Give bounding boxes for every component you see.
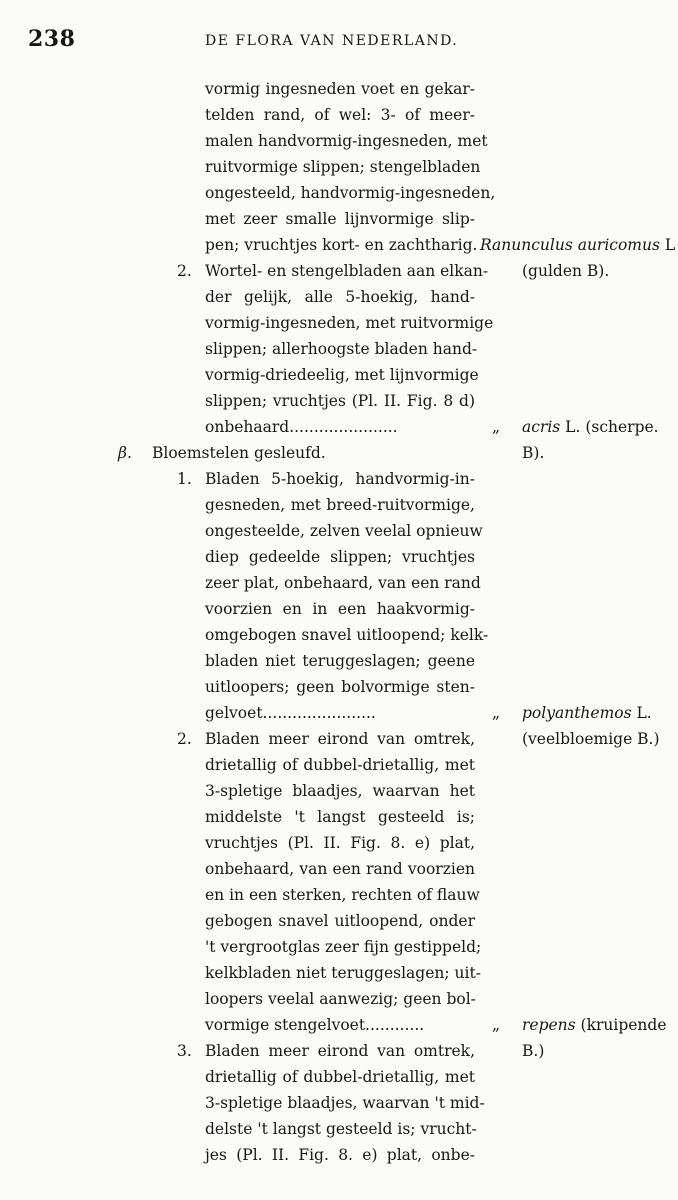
species-repens-common: B.) — [522, 1042, 545, 1060]
text-line: ongesteeld, handvormig-ingesneden, — [205, 184, 496, 202]
text-line: pen; vruchtjes kort- en zachtharig. — [205, 236, 478, 254]
text-line: bladen niet teruggeslagen; geene — [205, 652, 475, 670]
text-line: drietallig of dubbel-drietallig, met — [205, 1068, 475, 1086]
text-line: malen handvormig-ingesneden, met — [205, 132, 488, 150]
ditto-mark: „ — [492, 418, 501, 436]
text-line: 't vergrootglas zeer fijn gestippeld; — [205, 938, 482, 956]
text-line: Wortel- en stengelbladen aan elkan- — [205, 262, 489, 280]
species-acris-common: B). — [522, 444, 545, 462]
text-line: loopers veelal aanwezig; geen bol- — [205, 990, 476, 1008]
text-line: slippen; allerhoogste bladen hand- — [205, 340, 478, 358]
text-line: kelkbladen niet teruggeslagen; uit- — [205, 964, 481, 982]
text-line: Bladen meer eirond van omtrek, — [205, 1042, 475, 1060]
section-heading: Bloemstelen gesleufd. — [152, 444, 326, 462]
ditto-mark: „ — [492, 1016, 501, 1034]
text-line: Bladen meer eirond van omtrek, — [205, 730, 475, 748]
text-line: delste 't langst gesteeld is; vrucht- — [205, 1120, 477, 1138]
text-line: vormig ingesneden voet en gekar- — [205, 80, 475, 98]
text-line: omgebogen snavel uitloopend; kelk- — [205, 626, 489, 644]
text-line: Bladen 5-hoekig, handvormig-in- — [205, 470, 475, 488]
text-line: vormig-driedeelig, met lijnvormige — [205, 366, 479, 384]
text-line: 3-spletige blaadjes, waarvan 't mid- — [205, 1094, 485, 1112]
text-line: vormig-ingesneden, met ruitvormige — [205, 314, 494, 332]
text-line: middelste 't langst gesteeld is; — [205, 808, 475, 826]
text-line: gesneden, met breed-ruitvormige, — [205, 496, 475, 514]
species-polyanthemos: polyanthemos L. — [522, 704, 652, 722]
item-number: 2. — [177, 730, 192, 748]
text-line: met zeer smalle lijnvormige slip- — [205, 210, 475, 228]
page-number: 238 — [28, 26, 76, 52]
text-line: telden rand, of wel: 3- of meer- — [205, 106, 475, 124]
item-number: 3. — [177, 1042, 192, 1060]
item-number: 1. — [177, 470, 192, 488]
text-line: onbehaard...................... — [205, 418, 398, 436]
species-repens: repens (kruipende — [522, 1016, 667, 1034]
text-line: uitloopers; geen bolvormige sten- — [205, 678, 475, 696]
text-line: drietallig of dubbel-drietallig, met — [205, 756, 475, 774]
species-auricomus-common: (gulden B). — [522, 262, 610, 280]
text-line: slippen; vruchtjes (Pl. II. Fig. 8 d) — [205, 392, 475, 410]
species-polyanthemos-common: (veelbloemige B.) — [522, 730, 660, 748]
section-marker-beta: β. — [118, 444, 132, 462]
text-line: der gelijk, alle 5-hoekig, hand- — [205, 288, 475, 306]
text-line: gebogen snavel uitloopend, onder — [205, 912, 475, 930]
text-line: diep gedeelde slippen; vruchtjes — [205, 548, 475, 566]
text-line: en in een sterken, rechten of flauw — [205, 886, 480, 904]
text-line: voorzien en in een haakvormig- — [205, 600, 475, 618]
text-line: onbehaard, van een rand voorzien — [205, 860, 475, 878]
item-number: 2. — [177, 262, 192, 280]
text-line: vruchtjes (Pl. II. Fig. 8. e) plat, — [205, 834, 475, 852]
text-line: vormige stengelvoet............ — [205, 1016, 425, 1034]
text-line: jes (Pl. II. Fig. 8. e) plat, onbe- — [205, 1146, 475, 1164]
text-line: gelvoet....................... — [205, 704, 376, 722]
species-acris: acris L. (scherpe. — [522, 418, 659, 436]
ditto-mark: „ — [492, 704, 501, 722]
species-auricomus: Ranunculus auricomus L — [480, 236, 676, 254]
text-line: ongesteelde, zelven veelal opnieuw — [205, 522, 483, 540]
running-title: DE FLORA VAN NEDERLAND. — [205, 33, 459, 49]
text-line: ruitvormige slippen; stengelbladen — [205, 158, 481, 176]
text-line: zeer plat, onbehaard, van een rand — [205, 574, 481, 592]
text-line: 3-spletige blaadjes, waarvan het — [205, 782, 475, 800]
